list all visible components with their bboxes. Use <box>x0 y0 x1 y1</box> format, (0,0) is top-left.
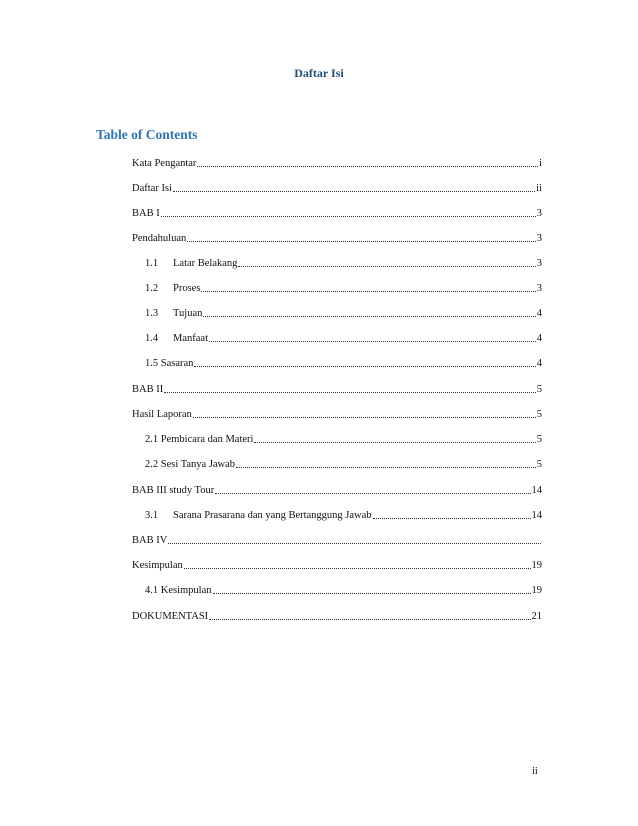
toc-entry[interactable] <box>132 382 542 396</box>
toc-entry-page: 14 <box>531 510 542 521</box>
toc-entry-page: 14 <box>531 485 542 496</box>
toc-dot-leader <box>238 266 535 267</box>
toc-entry[interactable] <box>145 281 542 295</box>
toc-entry-page: 5 <box>536 459 542 470</box>
toc-entry-label: Proses <box>173 283 201 294</box>
toc-dot-leader <box>161 216 536 217</box>
toc-entry-page: 4 <box>536 358 542 369</box>
toc-entry-page: 5 <box>536 409 542 420</box>
toc-entry-label: Sarana Prasarana dan yang Bertanggung Jawab <box>173 510 372 521</box>
toc-dot-leader <box>193 417 536 418</box>
toc-entry-label: 2.2 Sesi Tanya Jawab <box>145 459 236 470</box>
toc-dot-leader <box>209 341 536 342</box>
toc-dot-leader <box>254 442 535 443</box>
toc-dot-leader <box>187 241 536 242</box>
toc-entry[interactable] <box>132 231 542 245</box>
toc-entry-label: Kesimpulan <box>132 560 183 571</box>
toc-entry-page: 3 <box>536 258 542 269</box>
toc-entry-number: 1.2 <box>145 283 159 294</box>
toc-entry-label: Tujuan <box>173 308 203 319</box>
toc-entry-label: Daftar Isi <box>132 183 172 194</box>
toc-entry-label: 2.1 Pembicara dan Materi <box>145 434 254 445</box>
toc-entry-page: 19 <box>531 585 542 596</box>
toc-entry-label: Hasil Laporan <box>132 409 192 420</box>
toc-dot-leader <box>215 493 530 494</box>
toc-dot-leader <box>164 392 536 393</box>
toc-entry[interactable] <box>145 306 542 320</box>
toc-entry-label: Latar Belakang <box>173 258 238 269</box>
toc-entry-label: BAB II <box>132 384 164 395</box>
toc-entry-label: 1.5 Sasaran <box>145 358 194 369</box>
toc-entry-label: DOKUMENTASI <box>132 611 209 622</box>
toc-entry-label: BAB IV <box>132 535 168 546</box>
toc-dot-leader <box>168 543 541 544</box>
toc-dot-leader <box>373 518 531 519</box>
toc-entry-page: ii <box>536 183 542 194</box>
toc-entry[interactable] <box>145 331 542 345</box>
page-title: Daftar Isi <box>294 66 344 80</box>
toc-entry-page: 3 <box>536 233 542 244</box>
toc-entry-page: 3 <box>536 208 542 219</box>
toc-entry-label: BAB III study Tour <box>132 485 215 496</box>
toc-dot-leader <box>209 619 530 620</box>
toc-dot-leader <box>213 593 531 594</box>
toc-entry[interactable] <box>132 558 542 572</box>
toc-entry[interactable] <box>145 356 542 370</box>
toc-entry[interactable] <box>132 533 542 547</box>
toc-entry-page: 21 <box>531 611 542 622</box>
toc-entry[interactable] <box>132 609 542 623</box>
toc-entry-number: 3.1 <box>145 510 159 521</box>
toc-entry[interactable] <box>145 432 542 446</box>
toc-dot-leader <box>184 568 531 569</box>
toc-entry-label: 4.1 Kesimpulan <box>145 585 212 596</box>
toc-dot-leader <box>197 166 538 167</box>
toc-entry-number: 1.4 <box>145 333 159 344</box>
toc-entry[interactable] <box>132 206 542 220</box>
toc-entry-number: 1.3 <box>145 308 159 319</box>
toc-dot-leader <box>201 291 535 292</box>
toc-entry-page: 3 <box>536 283 542 294</box>
toc-entry-label: Manfaat <box>173 333 208 344</box>
toc-entry-page: 5 <box>536 434 542 445</box>
toc-entry[interactable] <box>145 508 542 522</box>
toc-dot-leader <box>194 366 535 367</box>
toc-entry[interactable] <box>145 457 542 471</box>
toc-entry[interactable] <box>132 156 542 170</box>
toc-entry-number: 1.1 <box>145 258 159 269</box>
footer-page-number: ii <box>532 766 538 777</box>
toc-entry[interactable] <box>145 256 542 270</box>
toc-entry[interactable] <box>132 483 542 497</box>
toc-entry-page: 4 <box>536 308 542 319</box>
toc-entry[interactable] <box>145 583 542 597</box>
toc-entry-page: 5 <box>536 384 542 395</box>
toc-dot-leader <box>173 191 535 192</box>
toc-heading: Table of Contents <box>96 127 198 142</box>
toc-entry-page: i <box>539 158 542 169</box>
toc-entry-label: Pendahuluan <box>132 233 187 244</box>
toc-entry-label: Kata Pengantar <box>132 158 197 169</box>
toc-dot-leader <box>236 467 536 468</box>
toc-dot-leader <box>203 316 535 317</box>
toc-entry[interactable] <box>132 181 542 195</box>
toc-entry[interactable] <box>132 407 542 421</box>
toc-entry-page: 19 <box>531 560 542 571</box>
toc-entry-label: BAB I <box>132 208 160 219</box>
toc-entry-page: 4 <box>536 333 542 344</box>
